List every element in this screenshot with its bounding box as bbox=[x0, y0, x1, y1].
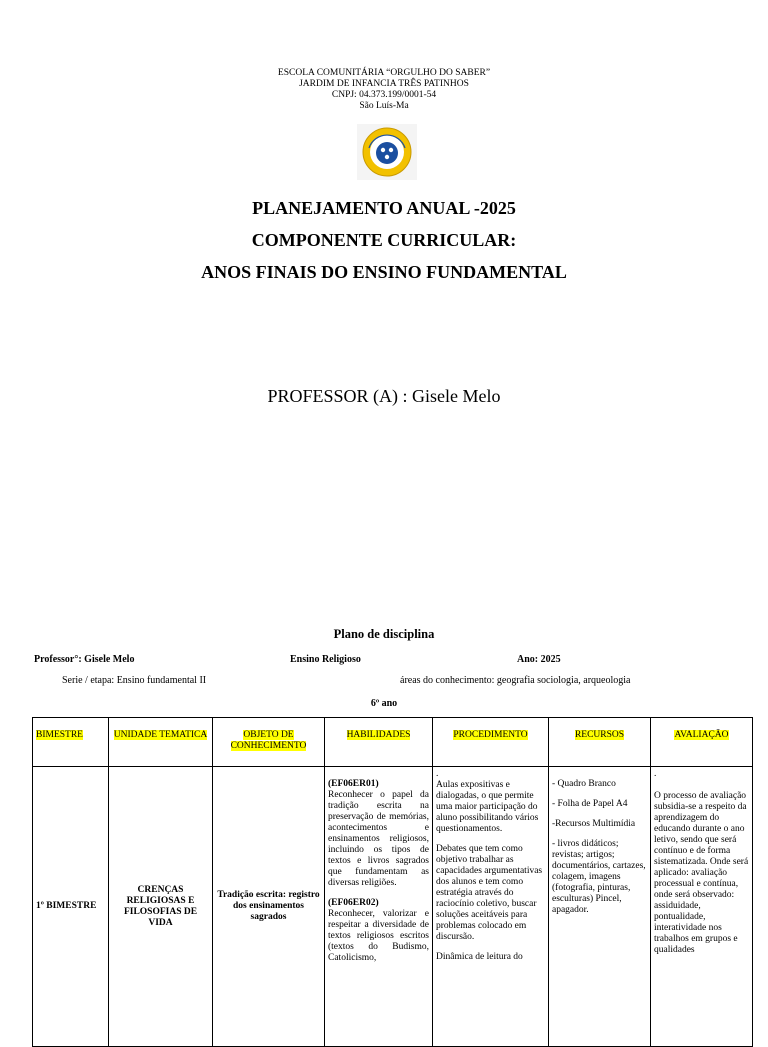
skill-code-1: (EF06ER01) bbox=[328, 779, 379, 789]
cell-bimestre: 1º BIMESTRE bbox=[33, 767, 109, 1047]
school-name: ESCOLA COMUNITÁRIA “ORGULHO DO SABER” bbox=[277, 68, 491, 78]
procedure-3: Dinâmica de leitura do bbox=[436, 952, 523, 962]
cell-unidade: CRENÇAS RELIGIOSAS E FILOSOFIAS DE VIDA bbox=[109, 767, 213, 1047]
title-line-2: COMPONENTE CURRICULAR: bbox=[251, 230, 517, 250]
procedure-dot: . bbox=[436, 769, 439, 779]
plan-grade: 6º ano bbox=[370, 698, 398, 709]
header-habilidades: HABILIDADES bbox=[325, 718, 433, 767]
skill-text-1: Reconhecer o papel da tradição escrita na preservação de memórias, acontecimentos e ensinamentos religiosos, incluindo os tipos de textos e livros sagrados que fundamentam as diversas religiões. bbox=[328, 790, 429, 888]
cell-avaliacao bbox=[651, 767, 753, 1047]
procedure-2: Debates que tem como objetivo trabalhar as capacidades argumentativas dos alunos e tem como estratégia através do raciocínio coletivo, buscar soluções aceitáveis para problemas colocado em discursão. bbox=[436, 844, 543, 942]
table-header-row bbox=[33, 718, 753, 767]
resource-3: -Recursos Multimídia bbox=[552, 819, 636, 829]
cell-procedimento bbox=[433, 767, 549, 1047]
cell-objeto: Tradição escrita: registro dos ensinamentos sagrados bbox=[213, 767, 325, 1047]
evaluation-dot: . bbox=[654, 769, 657, 779]
plan-table bbox=[32, 717, 753, 1047]
header-objeto: OBJETO DE CONHECIMENTO bbox=[213, 718, 325, 767]
plan-subject: Ensino Religioso bbox=[290, 654, 361, 665]
document-titles bbox=[0, 192, 768, 288]
school-logo bbox=[357, 124, 417, 180]
city: São Luís-Ma bbox=[359, 101, 409, 111]
cnpj: CNPJ: 04.373.199/0001-54 bbox=[331, 90, 437, 100]
table-row bbox=[33, 767, 753, 1047]
resource-2: - Folha de Papel A4 bbox=[552, 799, 628, 809]
professor-line: PROFESSOR (A) : Gisele Melo bbox=[267, 386, 501, 406]
plan-title: Plano de disciplina bbox=[333, 627, 435, 641]
cell-habilidades bbox=[325, 767, 433, 1047]
cell-recursos bbox=[549, 767, 651, 1047]
header-procedimento: PROCEDIMENTO bbox=[433, 718, 549, 767]
header-unidade: UNIDADE TEMATICA bbox=[109, 718, 213, 767]
skill-code-2: (EF06ER02) bbox=[328, 898, 379, 908]
kindergarten-name: JARDIM DE INFANCIA TRÊS PATINHOS bbox=[299, 79, 469, 89]
plan-areas: áreas do conhecimento: geografia sociologia, arqueologia bbox=[400, 675, 631, 686]
skill-text-2: Reconhecer, valorizar e respeitar a diversidade de textos religiosos escritos (textos do Budismo, Catolicismo, bbox=[328, 909, 429, 963]
procedure-1: Aulas expositivas e dialogadas, o que permite uma maior participação do aluno possibilitando vários questionamentos. bbox=[436, 780, 539, 834]
plan-year: Ano: 2025 bbox=[517, 654, 561, 665]
title-line-3: ANOS FINAIS DO ENSINO FUNDAMENTAL bbox=[201, 262, 567, 282]
header-recursos: RECURSOS bbox=[549, 718, 651, 767]
evaluation-text: O processo de avaliação subsidia-se a respeito da aprendizagem do educando durante o ano letivo, sendo que será contínuo e de forma sistematizada. Onde será aplicado: avaliação processual e contínua, onde será observado: assiduidade, pontualidade, interatividade nos trabalhos em grupos e qualidades bbox=[654, 791, 749, 955]
resource-1: - Quadro Branco bbox=[552, 779, 616, 789]
school-seal-icon bbox=[361, 126, 413, 178]
header-avaliacao: AVALIAÇÃO bbox=[651, 718, 753, 767]
resource-4: - livros didáticos; revistas; artigos; documentários, cartazes, colagem, imagens (fotografia, pinturas, esculturas) Pincel, apagador. bbox=[552, 839, 646, 915]
header-bimestre: BIMESTRE bbox=[33, 718, 109, 767]
plan-serie: Serie / etapa: Ensino fundamental II bbox=[62, 675, 207, 686]
title-line-1: PLANEJAMENTO ANUAL -2025 bbox=[252, 198, 516, 218]
plan-professor: Professor°: Gisele Melo bbox=[34, 654, 135, 665]
